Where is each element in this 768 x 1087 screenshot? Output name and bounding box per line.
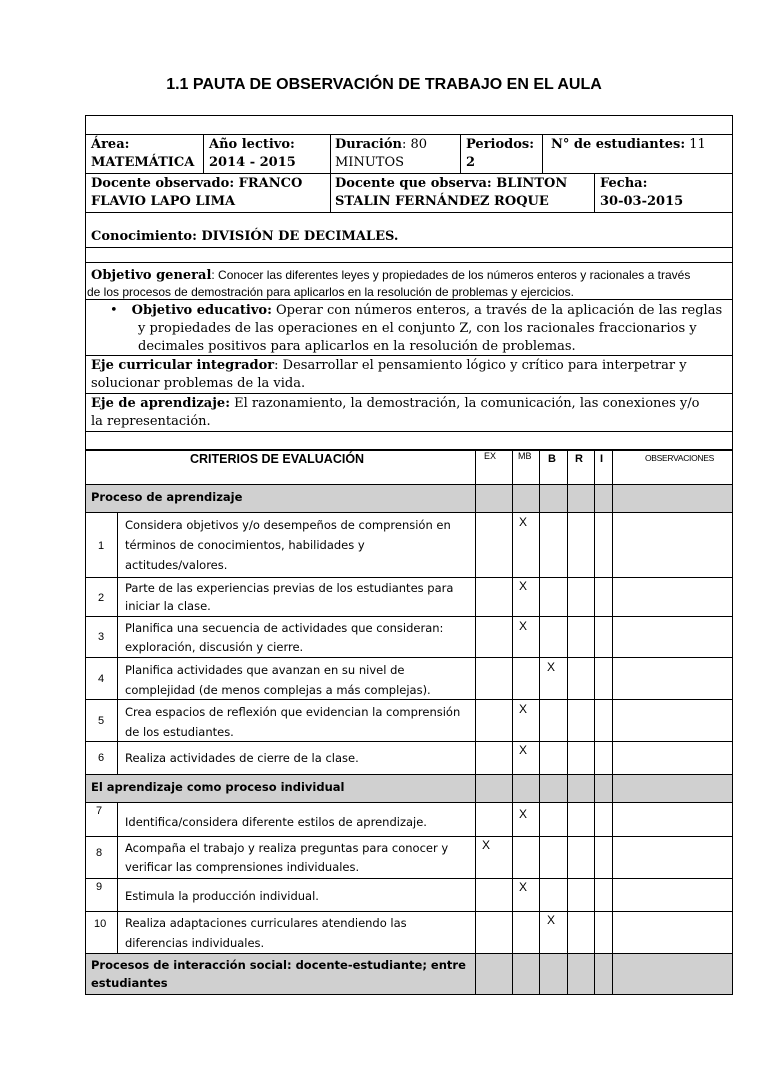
general-objective-text-2: de los procesos de demostración para aplicarlos en la resolución de problemas y ejercicios. — [87, 285, 574, 299]
duration-label: Duración — [335, 137, 402, 152]
observed-value-1: FRANCO — [234, 176, 303, 191]
educational-objective-cell — [110, 302, 730, 356]
edu-objective-text-1: Operar con números enteros, a través de la aplicación de las reglas — [271, 303, 723, 318]
criteria-line: Realiza adaptaciones curriculares atendiendo las — [125, 916, 407, 930]
learning-axis-text-2: la representación. — [91, 414, 211, 429]
criteria-line: actitudes/valores. — [125, 558, 228, 572]
axis-text-1: : Desarrollar el pensamiento lógico y crítico para interpetrar y — [274, 358, 687, 373]
section-social-interaction — [91, 956, 466, 992]
criteria-line: Estimula la producción individual. — [125, 889, 319, 903]
students-value: 11 — [685, 137, 706, 152]
area-value: MATEMÁTICA — [91, 155, 195, 170]
duration-cell — [335, 136, 427, 172]
duration-value: : 80 — [401, 137, 428, 152]
criteria-line: Identifica/considera diferente estilos de aprendizaje. — [125, 815, 427, 829]
criteria-text — [125, 660, 431, 700]
criteria-line: Realiza actividades de cierre de la clase. — [125, 751, 359, 765]
curricular-axis-cell — [91, 357, 687, 393]
area-cell — [91, 136, 194, 172]
criteria-text — [125, 889, 319, 903]
criteria-line: iniciar la clase. — [125, 599, 211, 613]
mark-b: X — [547, 913, 556, 927]
criteria-text — [125, 515, 451, 575]
axis-text-2: solucionar problemas de la vida. — [91, 376, 306, 391]
mark-mb: X — [519, 743, 528, 757]
row-number: 1 — [98, 540, 105, 552]
criteria-line: Planifica una secuencia de actividades que consideran: — [125, 621, 444, 635]
section-learning-process: Proceso de aprendizaje — [91, 490, 243, 504]
col-ex-header: EX — [484, 451, 497, 461]
row-number: 4 — [98, 673, 105, 685]
criteria-line: diferencias individuales. — [125, 936, 265, 950]
periods-label: Periodos: — [466, 137, 535, 152]
edu-objective-label: Objetivo educativo: — [131, 303, 272, 318]
row-number: 3 — [98, 631, 105, 643]
general-objective-text-1: : Conocer las diferentes leyes y propiedades de los números enteros y racionales a través — [211, 268, 691, 282]
row-number: 8 — [96, 847, 103, 859]
observed-value-2: FLAVIO LAPO LIMA — [91, 194, 236, 209]
periods-cell — [466, 136, 534, 172]
criteria-line: Acompaña el trabajo y realiza preguntas para conocer y — [125, 841, 449, 855]
observed-label: Docente observado: — [91, 176, 235, 191]
students-label: N° de estudiantes: — [551, 137, 686, 152]
observed-teacher-cell — [91, 175, 302, 211]
edu-objective-text-2: y propiedades de las operaciones en el conjunto Z, con los racionales fraccionarios y — [138, 321, 697, 336]
criteria-line: Crea espacios de reflexión que evidencian la comprensión — [125, 705, 461, 719]
row-number: 5 — [98, 715, 105, 727]
row-number: 9 — [96, 881, 103, 893]
criteria-text — [125, 815, 427, 829]
criteria-text — [125, 579, 453, 615]
criteria-text — [125, 839, 448, 877]
knowledge-text: Conocimiento: DIVISIÓN DE DECIMALES. — [91, 229, 399, 244]
mark-mb: X — [519, 702, 528, 716]
year-value: 2014 - 2015 — [209, 155, 296, 170]
col-r-header: R — [575, 453, 583, 465]
area-label: Área: — [91, 137, 130, 152]
criteria-line: Planifica actividades que avanzan en su nivel de — [125, 663, 405, 677]
learning-axis-text-1: El razonamiento, la demostración, la comunicación, las conexiones y/o — [230, 396, 700, 411]
criteria-line: complejidad (de menos complejas a más complejas). — [125, 683, 431, 697]
mark-b: X — [547, 660, 556, 674]
criteria-line: verificar las comprensiones individuales. — [125, 860, 360, 874]
mark-mb: X — [519, 619, 528, 633]
year-label: Año lectivo: — [209, 137, 295, 152]
knowledge-cell — [91, 228, 398, 246]
periods-value: 2 — [466, 155, 476, 170]
date-value: 30-03-2015 — [600, 194, 684, 209]
col-b-header: B — [548, 453, 556, 465]
section-social-interaction-line1: Procesos de interacción social: docente-estudiante; entre — [91, 958, 466, 972]
criteria-text — [125, 619, 443, 657]
criteria-text — [125, 751, 359, 765]
row-number: 2 — [98, 592, 105, 604]
learning-axis-label: Eje de aprendizaje: — [91, 396, 230, 411]
mark-mb: X — [519, 515, 528, 529]
row-number: 7 — [96, 805, 103, 817]
duration-unit: MINUTOS — [335, 155, 405, 170]
criteria-text — [125, 913, 407, 953]
criteria-line: términos de conocimientos, habilidades y — [125, 538, 365, 552]
criteria-text — [125, 702, 460, 742]
mark-mb: X — [519, 880, 528, 894]
general-objective-cell — [87, 265, 731, 300]
row-number: 10 — [94, 918, 107, 930]
mark-ex: X — [482, 838, 491, 852]
mark-mb: X — [519, 807, 528, 821]
section-social-interaction-line2: estudiantes — [91, 976, 168, 990]
mark-mb: X — [519, 579, 528, 593]
criteria-line: Considera objetivos y/o desempeños de comprensión en — [125, 518, 451, 532]
general-objective-label: Objetivo general — [91, 268, 212, 283]
observer-teacher-cell — [335, 175, 567, 211]
col-i-header: I — [600, 453, 604, 465]
bullet-icon: • — [110, 303, 118, 318]
criteria-line: de los estudiantes. — [125, 725, 234, 739]
edu-objective-text-3: decimales positivos para aplicarlos en la resolución de problemas. — [138, 339, 576, 354]
students-cell — [551, 136, 706, 154]
observer-label: Docente que observa: BLINTON — [335, 176, 568, 191]
criteria-line: Parte de las experiencias previas de los estudiantes para — [125, 581, 454, 595]
criteria-line: exploración, discusión y cierre. — [125, 640, 304, 654]
date-cell — [600, 175, 683, 211]
year-cell — [209, 136, 296, 172]
criteria-header: CRITERIOS DE EVALUACIÓN — [190, 452, 365, 466]
axis-label: Eje curricular integrador — [91, 358, 275, 373]
col-observations-header: OBSERVACIONES — [645, 453, 715, 463]
learning-axis-cell — [91, 395, 699, 431]
section-individual-learning: El aprendizaje como proceso individual — [91, 780, 345, 794]
observer-value-2: STALIN FERNÁNDEZ ROQUE — [335, 194, 549, 209]
date-label: Fecha: — [600, 176, 648, 191]
row-number: 6 — [98, 752, 105, 764]
document-title: 1.1 PAUTA DE OBSERVACIÓN DE TRABAJO EN EL AULA — [166, 76, 602, 93]
col-mb-header: MB — [518, 451, 532, 461]
